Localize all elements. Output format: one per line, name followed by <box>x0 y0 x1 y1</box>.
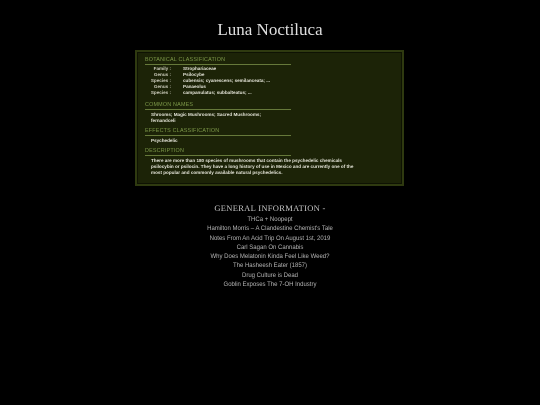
link-acid-trip-notes[interactable]: Notes From An Acid Trip On August 1st, 2019 <box>209 235 331 242</box>
botanical-heading: BOTANICAL CLASSIFICATION <box>145 57 291 65</box>
link-carl-sagan[interactable]: Carl Sagan On Cannabis <box>236 244 304 251</box>
effects-text: Psychedelic <box>151 138 178 143</box>
genus-label: Genus : <box>153 72 171 77</box>
family-label: Family : <box>153 66 171 71</box>
description-line2: psilocybin or psilocin. They have a long history of use in Mexico and are currently one of the <box>151 164 354 169</box>
link-hasheesh-eater[interactable]: The Hasheesh Eater (1857) <box>232 263 308 270</box>
link-hamilton-morris[interactable]: Hamilton Morris – A Clandestine Chemist's Tale <box>207 226 333 233</box>
genus-value: Psilocybe <box>183 72 205 77</box>
description-line1: There are more than 180 species of mushrooms that contain the psychedelic chemicals <box>151 158 342 163</box>
general-link-list <box>0 216 540 290</box>
common-names-line2: fernandceli <box>151 118 176 123</box>
common-names-line1: Shrooms; Magic Mushrooms; Sacred Mushrooms; <box>151 112 262 117</box>
species-value-2: campanulatus; subbalteatus; ... <box>183 90 252 95</box>
species-label: Species : <box>150 78 171 83</box>
common-names-heading: COMMON NAMES <box>145 102 291 110</box>
family-value: Strophariaceae <box>183 66 217 71</box>
site-title: Luna Noctiluca <box>217 20 323 39</box>
effects-heading: EFFECTS CLASSIFICATION <box>145 128 291 136</box>
info-panel <box>135 50 404 186</box>
link-thca-noopept[interactable]: THCa + Noopept <box>247 217 293 223</box>
genus-label-2: Genus : <box>153 84 171 89</box>
genus-value-2: Panaeolus <box>183 84 206 89</box>
general-information <box>0 203 540 290</box>
link-melatonin[interactable]: Why Does Melatonin Kinda Feel Like Weed? <box>210 254 330 261</box>
species-label-2: Species : <box>150 90 171 95</box>
link-drug-culture[interactable]: Drug Culture is Dead <box>241 272 299 279</box>
description-line3: most popular and commonly available natural psychedelics. <box>151 170 283 175</box>
general-heading: GENERAL INFORMATION - <box>214 203 326 213</box>
description-heading: DESCRIPTION <box>145 148 291 156</box>
species-value: cubensis; cyanescens; semilanceata; ... <box>183 78 271 83</box>
link-goblin-7oh[interactable]: Goblin Exposes The 7-OH Industry <box>223 282 317 289</box>
